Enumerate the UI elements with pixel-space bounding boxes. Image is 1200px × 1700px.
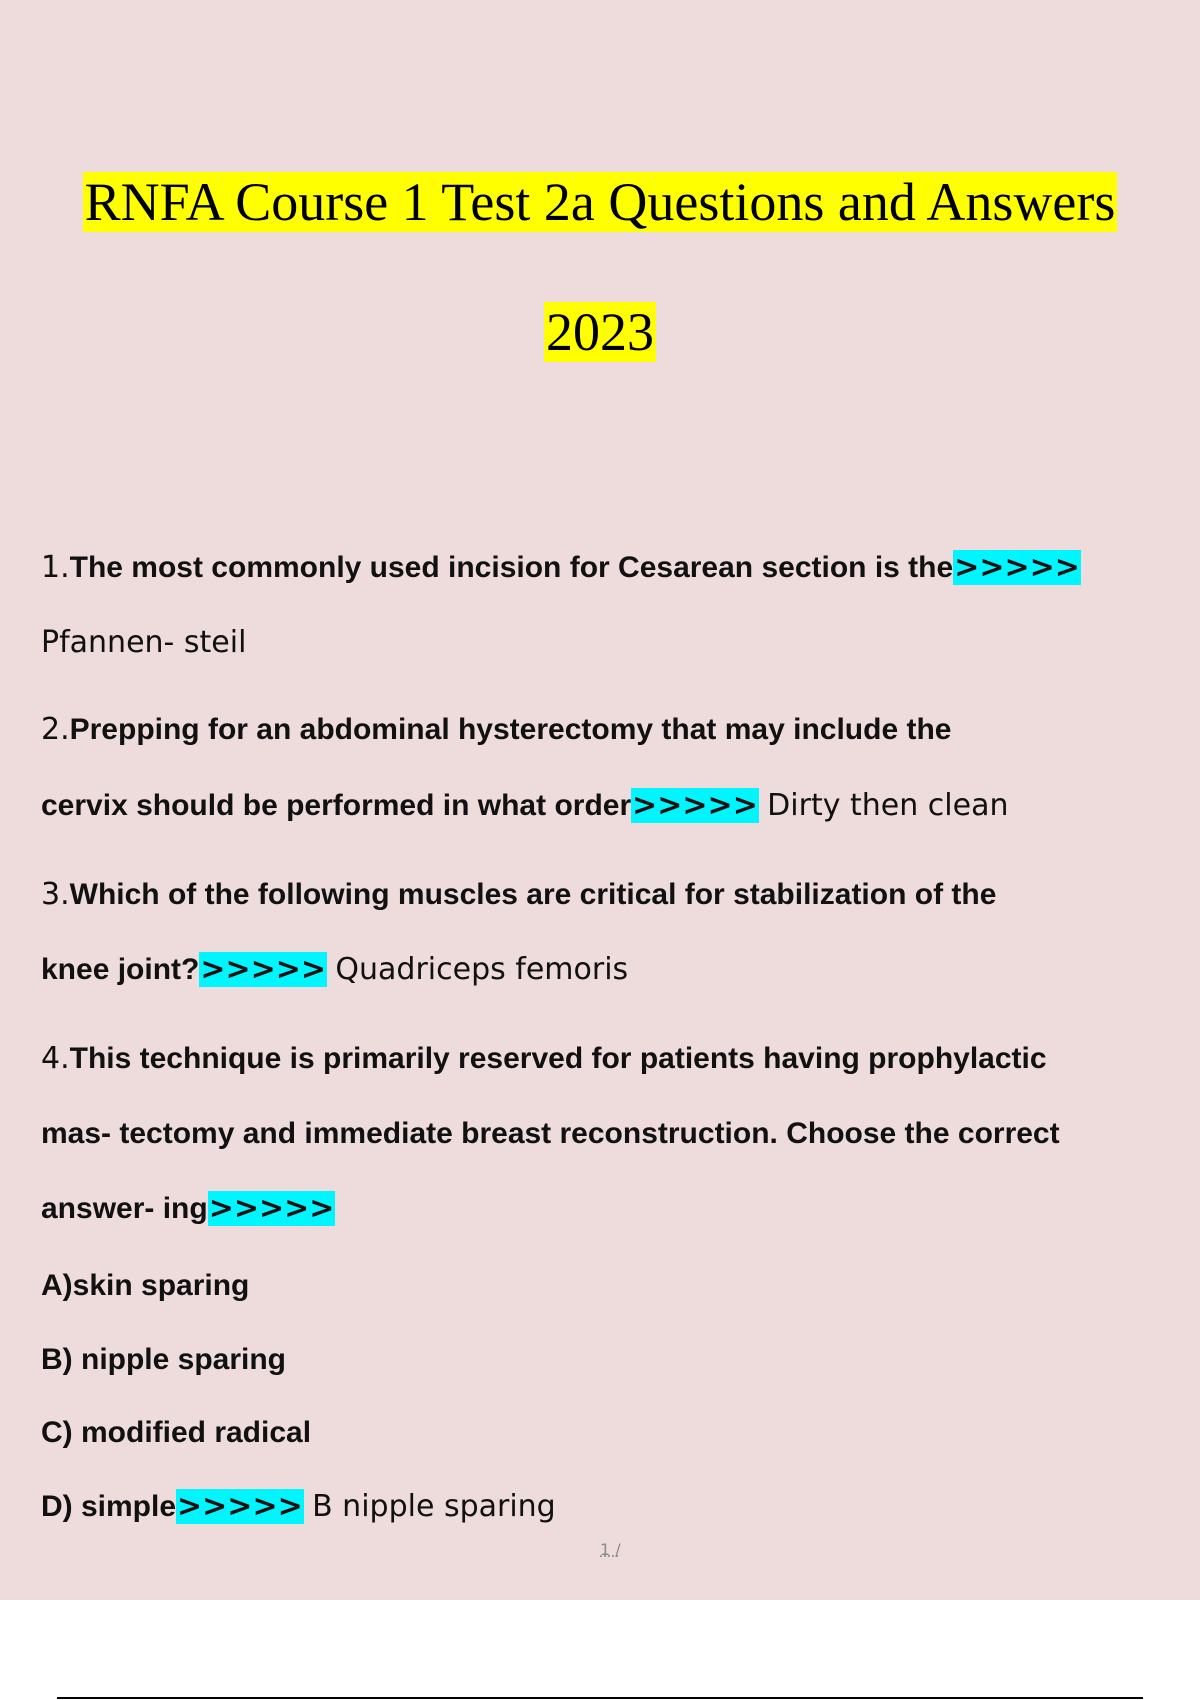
question-1-answer: Pfannen- steil: [41, 625, 247, 660]
question-4-option-c: C) modified radical: [41, 1416, 312, 1449]
question-1-line-1: [41, 548, 1081, 588]
question-4-option-a: A)skin sparing: [41, 1269, 250, 1302]
question-3-line-1: [41, 875, 996, 915]
answer-arrow: >>>>>: [177, 1489, 303, 1524]
question-4-option-b: B) nipple sparing: [41, 1343, 287, 1376]
question-2-line-1: [41, 710, 951, 750]
question-1-number: 1.: [41, 550, 70, 585]
question-4-line-3: [41, 1189, 335, 1229]
answer-arrow: >>>>>: [208, 1191, 335, 1226]
question-3-line-2: [41, 950, 628, 990]
question-4-line-2: mas- tectomy and immediate breast reconstruction. Choose the correct: [41, 1117, 1060, 1150]
question-4-option-d-text: D) simple: [41, 1490, 177, 1523]
question-4-option-d: [41, 1487, 556, 1527]
question-3-answer: Quadriceps femoris: [335, 952, 629, 987]
question-1-text: The most commonly used incision for Cesarean section is the: [69, 551, 954, 584]
footer-divider: [57, 1697, 1143, 1699]
question-4-number: 4.: [41, 1041, 70, 1076]
question-4-line-1: [41, 1039, 1047, 1079]
page-number: 1 /: [600, 1540, 621, 1559]
question-4-text-cont: answer- ing: [41, 1192, 208, 1225]
question-3-text: Which of the following muscles are critical for stabilization of the: [69, 878, 997, 911]
title-line-1: RNFA Course 1 Test 2a Questions and Answers: [84, 172, 1116, 232]
question-3-number: 3.: [41, 877, 70, 912]
question-2-answer: Dirty then clean: [767, 788, 1009, 823]
question-2-text-cont: cervix should be performed in what order: [41, 789, 632, 822]
title-line-2: 2023: [546, 302, 654, 362]
answer-arrow: >>>>>: [954, 550, 1080, 585]
question-4-answer: B nipple sparing: [312, 1489, 556, 1524]
answer-arrow: >>>>>: [632, 788, 758, 823]
document-title-year: [0, 300, 1200, 364]
question-2-text: Prepping for an abdominal hysterectomy that may include the: [69, 713, 952, 746]
question-4-text: This technique is primarily reserved for patients having prophylactic: [69, 1042, 1047, 1075]
document-title: [0, 170, 1200, 234]
question-2-number: 2.: [41, 712, 70, 747]
question-2-line-2: [41, 786, 1008, 826]
answer-arrow: >>>>>: [200, 952, 327, 987]
question-3-text-cont: knee joint?: [41, 953, 200, 986]
